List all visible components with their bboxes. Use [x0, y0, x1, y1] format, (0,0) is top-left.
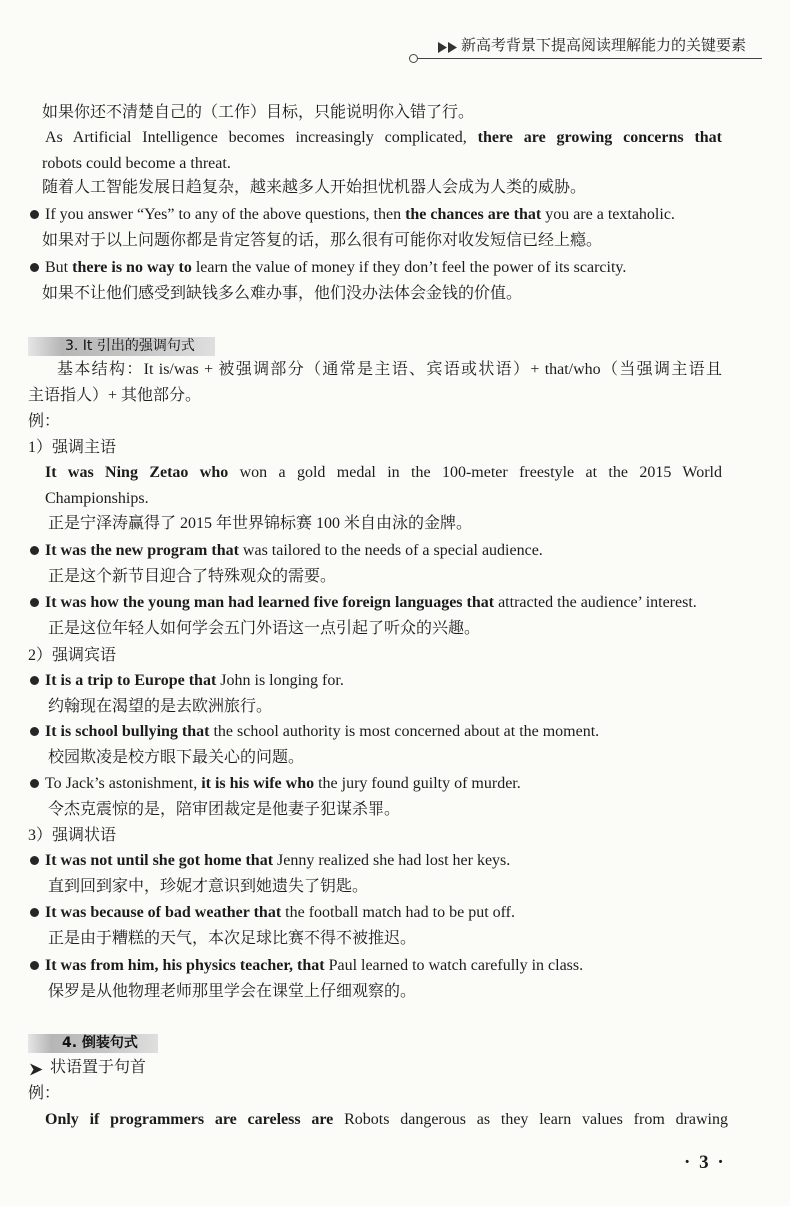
double-triangle-icon: [438, 40, 458, 51]
emphasis-pattern: It was from him, his physics teacher, that: [45, 957, 325, 974]
sentence-text: the school authority is most concerned about at the moment.: [209, 723, 600, 740]
sentence-continuation: robots could become a threat.: [42, 155, 231, 172]
bullet-icon: [30, 727, 39, 736]
group-label: 3）强调状语: [28, 827, 117, 844]
sentence-text: But: [45, 259, 73, 276]
example-sentence: [45, 257, 626, 279]
translation-line: 正是这位年轻人如何学会五门外语这一点引起了听众的兴趣。: [48, 620, 481, 637]
emphasis-pattern: It was Ning Zetao who: [45, 464, 229, 481]
emphasis-pattern: Only if programmers are careless are: [45, 1111, 334, 1128]
translation-line: 约翰现在渴望的是去欧洲旅行。: [48, 698, 273, 715]
translation-line: 校园欺凌是校方眼下最关心的问题。: [48, 749, 305, 766]
translation-line: 正是这个新节目迎合了特殊观众的需要。: [48, 568, 337, 585]
translation-line: 直到回到家中，珍妮才意识到她遗失了钥匙。: [48, 878, 369, 895]
emphasis-pattern: It is school bullying that: [45, 723, 210, 740]
bullet-icon: [30, 908, 39, 917]
section-title: 3. It 引出的强调句式: [65, 338, 195, 354]
emphasis-pattern: there is no way to: [72, 259, 192, 276]
translation-line: 如果对于以上问题你都是肯定答复的话，那么很有可能你对收发短信已经上瘾。: [42, 232, 603, 249]
sentence-text: won a gold medal in the 100-meter freestyle at the 2015 World: [228, 464, 722, 481]
bullet-icon: [30, 598, 39, 607]
bullet-icon: [30, 779, 39, 788]
group-label: 2）强调宾语: [28, 647, 117, 664]
example-sentence: [45, 902, 515, 924]
structure-line: 基本结构：It is/was + 被强调部分（通常是主语、宾语或状语）+ that/who（当强调主语且: [57, 361, 722, 378]
translation-line: 保罗是从他物理老师那里学会在课堂上仔细观察的。: [48, 983, 417, 1000]
sentence-text: was tailored to the needs of a special audience.: [238, 542, 543, 559]
subheading-text: 状语置于句首: [50, 1059, 147, 1076]
emphasis-pattern: there are growing concerns that: [477, 129, 722, 146]
sentence-continuation: Championships.: [45, 490, 149, 507]
sentence-text: learn the value of money if they don’t feel the power of its scarcity.: [191, 259, 627, 276]
example-sentence: [45, 592, 697, 614]
section-heading: [28, 337, 215, 356]
sentence-text: If you answer “Yes” to any of the above questions, then: [45, 206, 406, 223]
arrowhead-icon: [30, 1061, 43, 1074]
example-sentence: [45, 462, 722, 484]
running-header-title: 新高考背景下提高阅读理解能力的关键要素: [461, 36, 747, 54]
sentence-text: Paul learned to watch carefully in class.: [324, 957, 584, 974]
emphasis-pattern: it is his wife who: [201, 775, 315, 792]
page-number: · 3 ·: [684, 1152, 726, 1173]
bullet-icon: [30, 961, 39, 970]
emphasis-pattern: It is a trip to Europe that: [45, 672, 217, 689]
emphasis-pattern: It was because of bad weather that: [45, 904, 282, 921]
translation-line: 正是宁泽涛赢得了 2015 年世界锦标赛 100 米自由泳的金牌。: [48, 515, 473, 532]
example-sentence: [45, 204, 675, 226]
group-label: 1）强调主语: [28, 439, 117, 456]
sentence-text: you are a textaholic.: [541, 206, 675, 223]
bullet-icon: [30, 856, 39, 865]
header-rule: [417, 58, 762, 59]
structure-line: 主语指人）+ 其他部分。: [28, 387, 202, 404]
translation-line: 正是由于糟糕的天气，本次足球比赛不得不被推迟。: [48, 930, 417, 947]
sentence-text: As Artificial Intelligence becomes increasingly complicated,: [45, 129, 478, 146]
translation-line: 如果不让他们感受到缺钱多么难办事，他们没办法体会金钱的价值。: [42, 285, 523, 302]
example-sentence: [45, 850, 510, 872]
example-label: 例：: [28, 413, 61, 430]
example-sentence: [45, 1109, 728, 1131]
sentence-text: the jury found guilty of murder.: [314, 775, 521, 792]
subheading: [30, 1057, 146, 1079]
example-sentence: [45, 773, 521, 795]
example-sentence: [45, 955, 583, 977]
sentence-text: Robots dangerous as they learn values from drawing: [333, 1111, 728, 1128]
section-title: 4. 倒装句式: [62, 1035, 138, 1051]
emphasis-pattern: the chances are that: [405, 206, 542, 223]
bullet-icon: [30, 546, 39, 555]
translation-line: 如果你还不清楚自己的（工作）目标，只能说明你入错了行。: [42, 104, 475, 121]
bullet-icon: [30, 263, 39, 272]
translation-line: 令杰克震惊的是，陪审团裁定是他妻子犯谋杀罪。: [48, 801, 401, 818]
example-label: 例：: [28, 1085, 61, 1102]
sentence-text: Jenny realized she had lost her keys.: [273, 852, 511, 869]
sentence-text: the football match had to be put off.: [281, 904, 516, 921]
example-sentence: [45, 540, 543, 562]
sentence-text: John is longing for.: [216, 672, 344, 689]
example-sentence: [45, 721, 599, 743]
bullet-icon: [30, 210, 39, 219]
sentence-text: attracted the audience’ interest.: [494, 594, 697, 611]
header-rule-circle-icon: [409, 54, 418, 63]
emphasis-pattern: It was how the young man had learned five foreign languages that: [45, 594, 495, 611]
emphasis-pattern: It was the new program that: [45, 542, 239, 559]
bullet-icon: [30, 676, 39, 685]
sentence-text: To Jack’s astonishment,: [45, 775, 202, 792]
example-sentence: [45, 670, 344, 692]
translation-line: 随着人工智能发展日趋复杂，越来越多人开始担忧机器人会成为人类的威胁。: [42, 179, 587, 196]
section-heading: [28, 1034, 158, 1053]
emphasis-pattern: It was not until she got home that: [45, 852, 274, 869]
example-sentence: [45, 127, 722, 149]
